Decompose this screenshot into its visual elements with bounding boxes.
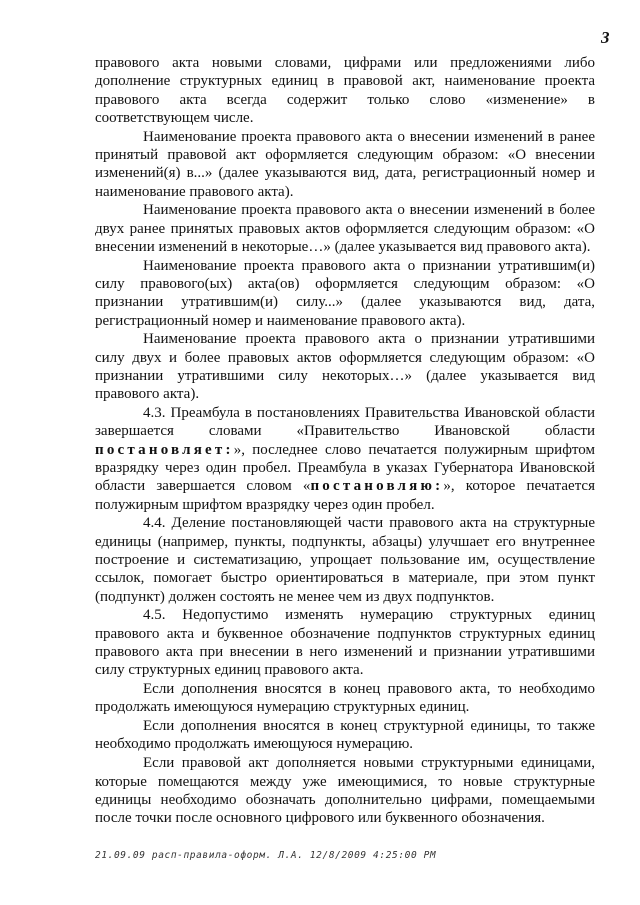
paragraph: Наименование проекта правового акта о признании утратившими силу двух и более правовых актов оформляется следующим образом: «О признании утратившими силу некоторых…» (далее указывается вид правового акта). xyxy=(95,331,595,403)
paragraph: Если правовой акт дополняется новыми структурными единицами, которые помещаются между уже имеющимися, то новые структурные единицы необходимо обозначать дополнительно цифрами, помещаемыми после точки после основного цифрового или буквенного обозначения. xyxy=(95,755,595,827)
paragraph: 4.4. Деление постановляющей части правового акта на структурные единицы (например, пункты, подпункты, абзацы) улучшает его внутреннее построение и систематизацию, упрощает пользование им, осуществление ссылок, помогает быстро ориентироваться в материале, при этом пункт (подпункт) должен состоять не менее чем из двух подпунктов. xyxy=(95,515,595,605)
document-body xyxy=(95,54,595,827)
paragraph: Если дополнения вносятся в конец структурной единицы, то также необходимо продолжать имеющуюся нумерацию. xyxy=(95,718,595,753)
document-footer: 21.09.09 расп-правила-оформ. Л.А. 12/8/2009 4:25:00 PM xyxy=(95,850,437,861)
paragraph: правового акта новыми словами, цифрами или предложениями либо дополнение структурных единиц в правовой акт, наименование проекта правового акта всегда содержит только слово «изменение» в соответствующем числе. xyxy=(95,55,595,126)
preamble-text: 4.3. Преамбула в постановлениях Правительства Ивановской области завершается словами «Правительство Ивановской области xyxy=(95,405,595,440)
paragraph: Наименование проекта правового акта о внесении изменений в ранее принятый правовой акт оформляется следующим образом: «О внесении изменений(я) в...» (далее указываются вид, дата, регистрационный номер и наименование правового акта). xyxy=(95,128,595,200)
paragraph-preamble xyxy=(95,404,595,514)
preamble-text: », последнее слово печатается полужирным шрифтом вразрядку через один пробел. Преамбула в указах Губернатора Ивановской области завершается словом « xyxy=(95,441,595,495)
paragraph: Наименование проекта правового акта о внесении изменений в более двух ранее принятых правовых актов оформляется следующим образом: «О внесении изменений в некоторые…» (далее указывается вид правового акта). xyxy=(95,202,595,255)
paragraph: 4.5. Недопустимо изменять нумерацию структурных единиц правового акта и буквенное обозначение подпунктов структурных единиц правового акта при внесении в него изменений и признании утратившими силу структурных единиц правового акта. xyxy=(95,607,595,679)
bold-spaced-word: постановляю: xyxy=(310,478,444,495)
page-number: 3 xyxy=(601,28,610,47)
paragraph: Если дополнения вносятся в конец правового акта, то необходимо продолжать имеющуюся нумерацию структурных единиц. xyxy=(95,681,595,716)
paragraph: Наименование проекта правового акта о признании утратившим(и) силу правового(ых) акта(ов) оформляется следующим образом: «О признании утратившим(и) силу...» (далее указываются вид, дата, регистрационный номер и наименование правового акта). xyxy=(95,257,595,329)
bold-spaced-word: постановляет: xyxy=(95,441,234,458)
preamble-text: », которое печатается полужирным шрифтом вразрядку через один пробел. xyxy=(95,478,595,513)
